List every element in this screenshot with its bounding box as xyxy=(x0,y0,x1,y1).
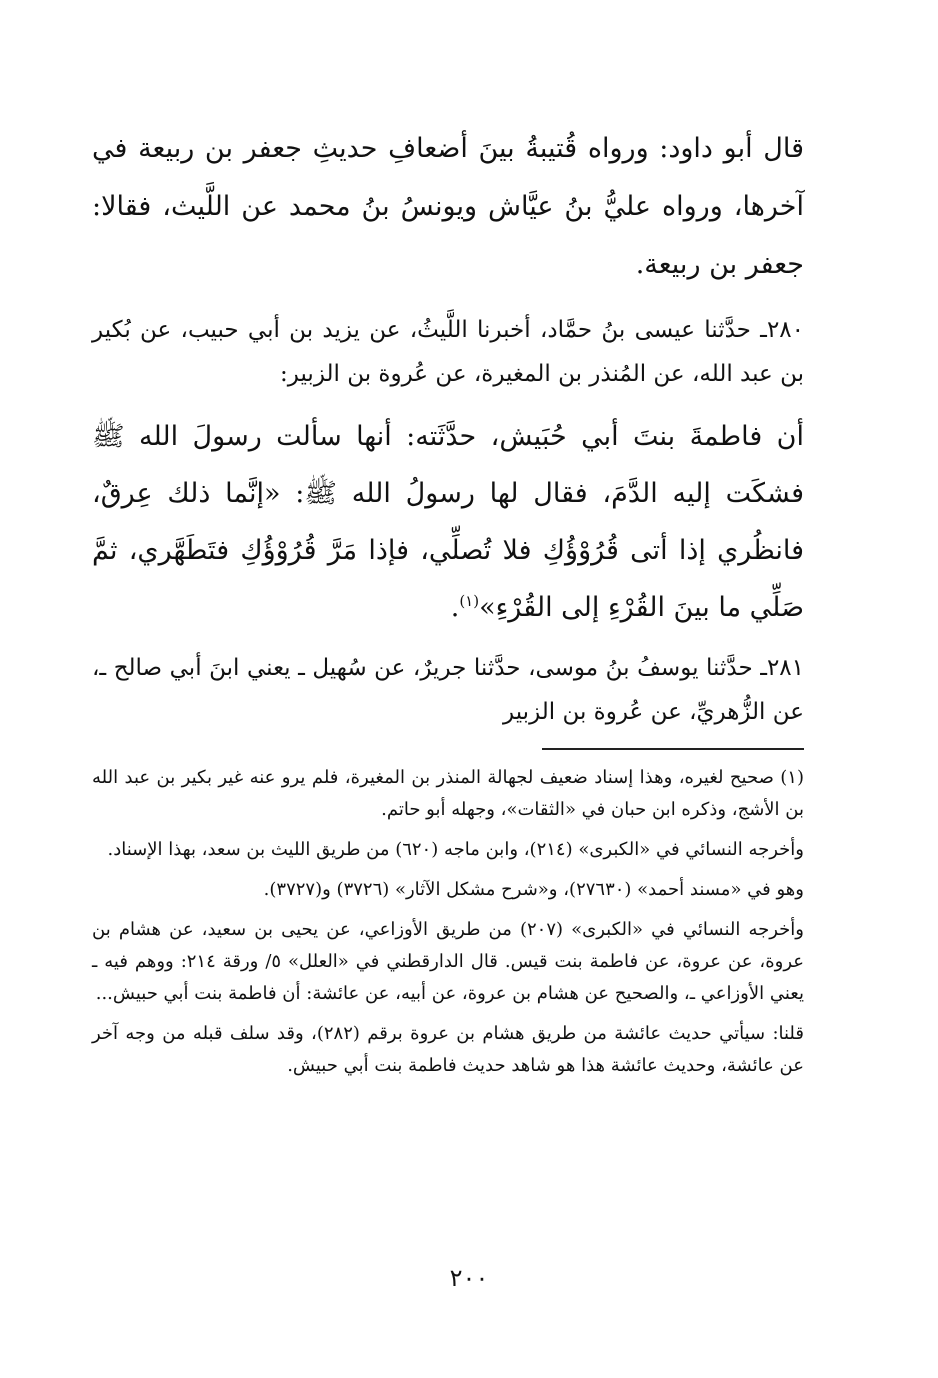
footnote-reference: (١) xyxy=(459,592,480,610)
footnote-paragraph: وأخرجه النسائي في «الكبرى» (٢٠٧) من طريق الأوزاعي، عن يحيى بن سعيد، عن هشام بن عروة، عن عروة، عن فاطمة بنت قيس. قال الدارقطني في «العلل» ٥/ ورقة ٢١٤: ووهم فيه ـ يعني الأوزاعي ـ، والصحيح عن هشام بن عروة، عن أبيه، عن عائشة: أن فاطمة بنت أبي حبيش... xyxy=(92,919,805,1004)
footnote-paragraph: قلنا: سيأتي حديث عائشة من طريق هشام بن عروة برقم (٢٨٢)، وقد سلف قبله من وجه آخر عن عائشة، وحديث عائشة هذا هو شاهد حديث فاطمة بنت أبي حبيش. xyxy=(92,1023,804,1076)
hadith-280-isnad: ٢٨٠ـ حدَّثنا عيسى بنُ حمَّاد، أخبرنا اللَّيثُ، عن يزيد بن أبي حبيب، عن بُكير بن عبد الله، عن المُنذر بن المغيرة، عن عُروة بن الزبير: xyxy=(92,317,804,387)
page-content xyxy=(92,120,804,1090)
footnote-paragraph: وهو في «مسند أحمد» (٢٧٦٣٠)، و«شرح مشكل الآثار» (٣٧٢٦) و(٣٧٢٧). xyxy=(263,879,804,900)
page-number: ٢٠٠ xyxy=(449,1264,489,1292)
footnote-paragraph: (١) صحيح لغيره، وهذا إسناد ضعيف لجهالة المنذر بن المغيرة، فلم يرو عنه غير بكير بن عبد الله بن الأشج، وذكره ابن حبان في «الثقات»، وجهله أبو حاتم. xyxy=(92,767,804,820)
sentence-end: . xyxy=(450,592,460,623)
hadith-281-isnad: ٢٨١ـ حدَّثنا يوسفُ بنُ موسى، حدَّثنا جريرٌ، عن سُهيل ـ يعني ابنَ أبي صالح ـ، عن الزُّهريِّ، عن عُروة بن الزبير xyxy=(92,655,804,725)
footnote-paragraph: وأخرجه النسائي في «الكبرى» (٢١٤)، وابن ماجه (٦٢٠) من طريق الليث بن سعد، بهذا الإسناد. xyxy=(107,839,804,860)
intro-paragraph: قال أبو داود: ورواه قُتيبةُ بينَ أضعافِ حديثِ جعفر بن ربيعة في آخرها، ورواه عليُّ بنُ عيَّاش ويونسُ بنُ محمد عن اللَّيث، فقالا: جعفر بن ربيعة. xyxy=(92,133,804,280)
hadith-280-matn: أن فاطمةَ بنتَ أبي حُبَيش، حدَّثَته: أنها سألت رسولَ الله ﷺ فشكَت إليه الدَّمَ، فقال لها رسولُ الله ﷺ: «إنَّما ذلك عِرقٌ، فانظُري إذا أتى قُرُوْؤُكِ فلا تُصلِّي، فإذا مَرَّ قُرُوْؤُكِ فتَطَهَّري، ثمَّ صَلِّي ما بينَ القُرْءِ إلى القُرْءِ» xyxy=(92,421,804,623)
footnote-divider xyxy=(542,748,804,750)
hadith-280-matn-paragraph xyxy=(92,408,804,636)
footnotes-section xyxy=(92,762,804,1082)
